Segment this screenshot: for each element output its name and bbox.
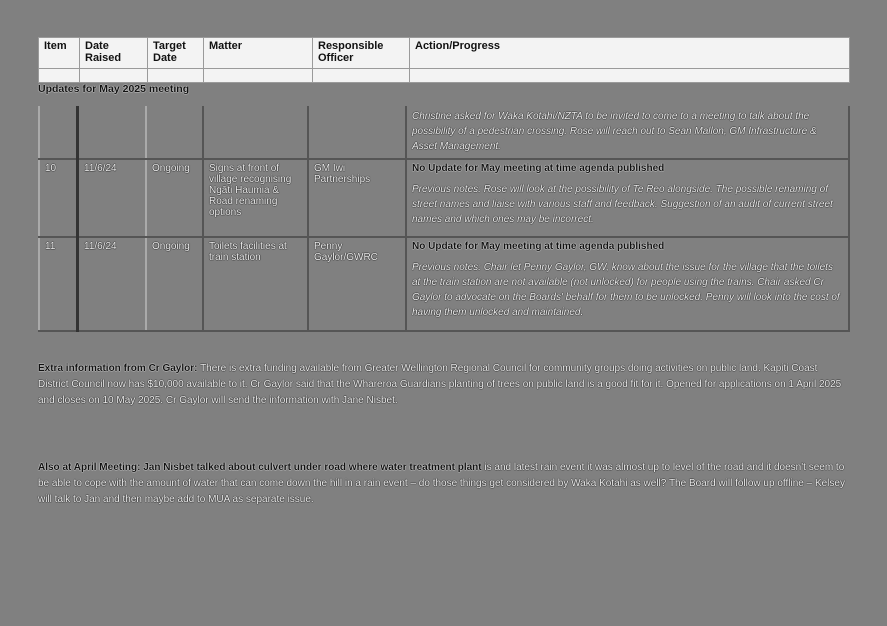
previous-notes: Previous notes: Rose will look at the possibility of Te Reo alongside. The possible renaming of street names and liaise with various staff and feedback. Suggestion of an audit of current street names and which ones may be incorrect. — [412, 184, 833, 225]
col-date-raised-header: Date Raised — [80, 38, 148, 69]
table-row — [39, 159, 849, 237]
blank-cell — [148, 69, 204, 83]
date-raised: 11/6/24 — [78, 237, 147, 331]
date-raised: 11/6/24 — [78, 159, 147, 237]
status-line: No Update for May meeting at time agenda published — [412, 163, 665, 174]
items-table — [38, 106, 850, 332]
matter: Signs at front of village recognising Ngāti Haumia & Road renaming options — [203, 159, 308, 237]
col-item-header: Item — [39, 38, 80, 69]
section-label: Updates for May 2025 meeting — [38, 83, 190, 95]
april-meeting-paragraph — [38, 460, 850, 508]
item-number: 11 — [39, 237, 78, 331]
col-action-header: Action/Progress — [410, 38, 850, 69]
continuation-action: Christine asked for Waka Kotahi/NZTA to be invited to come to a meeting to talk about the possibility of a pedestrian crossing. Rose will reach out to Sean Mallon, GM Infrastructure & Asset Management. — [406, 106, 849, 159]
extra-information-paragraph — [38, 361, 850, 409]
action-progress — [406, 237, 849, 331]
header-table — [38, 37, 850, 83]
action-progress — [406, 159, 849, 237]
target-date: Ongoing — [146, 159, 203, 237]
status-line: No Update for May meeting at time agenda published — [412, 241, 665, 252]
responsible-officer: Penny Gaylor/GWRC — [308, 237, 406, 331]
blank-cell — [39, 69, 80, 83]
blank-cell — [313, 69, 410, 83]
target-date: Ongoing — [146, 237, 203, 331]
april-meeting-lead: Also at April Meeting: Jan Nisbet talked about culvert under road where water treatment plant — [38, 462, 482, 473]
col-target-date-header: Target Date — [148, 38, 204, 69]
extra-information-lead: Extra information from Cr Gaylor: — [38, 363, 198, 374]
col-officer-header: Responsible Officer — [313, 38, 410, 69]
table-row-continuation — [39, 106, 849, 159]
col-matter-header: Matter — [204, 38, 313, 69]
table-row — [39, 237, 849, 331]
blank-cell — [204, 69, 313, 83]
april-meeting-text: is and latest rain event it was almost up to level of the road and it doesn't seem to be able to cope with the amount of water that can come down the hill in a rain event – do those things get considered by Waka Kotahi as well? The Board will follow up offline – Kelsey will talk to Jan and then maybe add to MUA as separate issue. — [38, 462, 845, 505]
extra-information-text: There is extra funding available from Greater Wellington Regional Council for community groups doing activities on public land. Kapiti Coast District Council now has $10,000 available to it. Cr Gaylor said that the Whareroa Guardians planting of trees on public land is a good fit for it. Opened for applications on 1 April 2025 and closes on 10 May 2025. Cr Gaylor will send the information with Jane Nisbet. — [38, 363, 842, 406]
matter: Toilets facilities at train station — [203, 237, 308, 331]
blank-cell — [410, 69, 850, 83]
item-number: 10 — [39, 159, 78, 237]
blank-cell — [80, 69, 148, 83]
previous-notes: Previous notes: Chair let Penny Gaylor, GW, know about the issue for the village that the toilets at the train station are not available (not unlocked) for people using the trains. Chair asked Cr Gaylor to advocate on the Boards' behalf for them to be unlocked. Penny will look into the cost of having them unlocked and maintained. — [412, 262, 840, 318]
responsible-officer: GM Iwi Partnerships — [308, 159, 406, 237]
